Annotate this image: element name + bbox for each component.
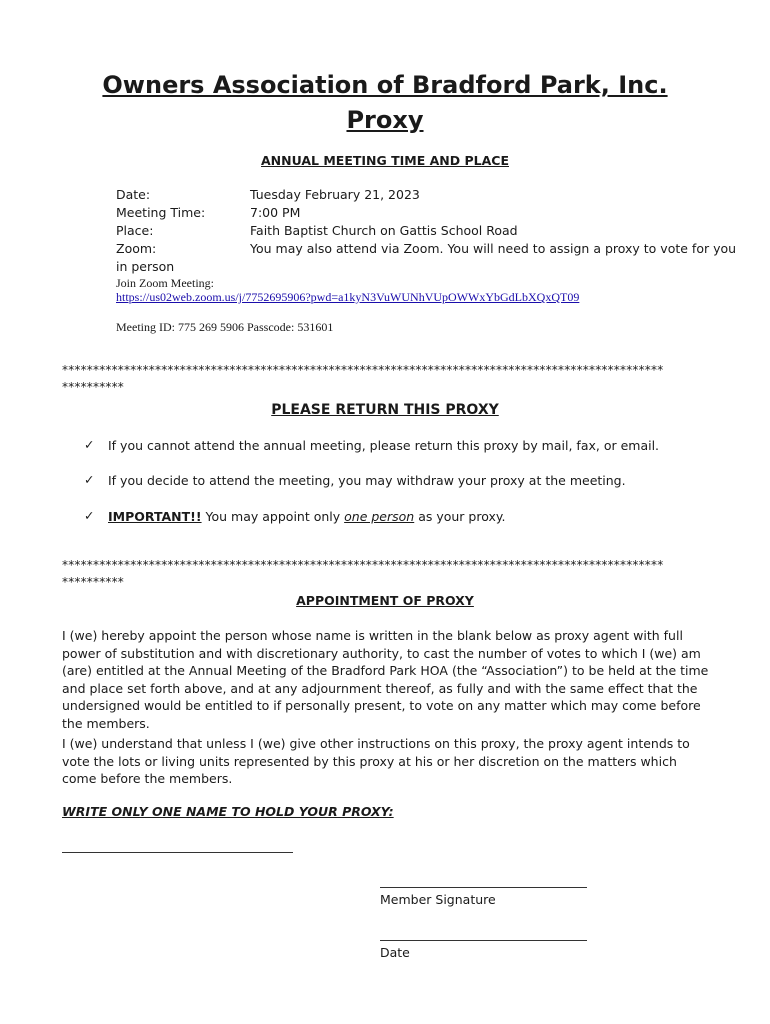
- meeting-heading: ANNUAL MEETING TIME AND PLACE: [260, 153, 509, 168]
- return-heading: PLEASE RETURN THIS PROXY: [271, 402, 499, 418]
- date-field[interactable]: [380, 940, 587, 941]
- date-signature-label: Date: [380, 945, 410, 960]
- place-value: Faith Baptist Church on Gattis School Road: [250, 223, 518, 238]
- separator-stars: [62, 557, 712, 591]
- date-value: Tuesday February 21, 2023: [250, 187, 420, 202]
- appointment-paragraph: I (we) hereby appoint the person whose name is written in the blank below as proxy agent with full power of substitution and with discretionary authority, to cast the number of votes to which I (we) am (are) entitled at the Annual Meeting of the Bradford Park HOA (the “Association”) to be held at the time and place set forth above, and at any adjournment thereof, as fully and with the same effect that the undersigned would be entitled to if personally present, to vote on any matter which may come before the members.: [62, 628, 709, 731]
- time-value: 7:00 PM: [250, 205, 301, 220]
- instructions-paragraph: I (we) understand that unless I (we) give other instructions on this proxy, the proxy agent intends to vote the lots or living units represented by this proxy at his or her discretion on the matters which come before the members.: [62, 736, 690, 787]
- meeting-id: Meeting ID: 775 269 5906 Passcode: 531601: [116, 320, 334, 334]
- separator-stars: [62, 362, 712, 396]
- check-icon: ✓: [84, 508, 95, 523]
- signature-field[interactable]: [380, 887, 587, 888]
- write-instruction: WRITE ONLY ONE NAME TO HOLD YOUR PROXY:: [62, 804, 394, 819]
- important-label: IMPORTANT!!: [108, 509, 202, 524]
- important-text-pre: You may appoint only: [201, 509, 345, 524]
- zoom-label: Zoom:: [116, 241, 157, 256]
- separator-stars-cont: **********: [62, 575, 124, 589]
- important-emphasis: one person: [344, 509, 415, 524]
- separator-stars-cont: **********: [62, 380, 124, 394]
- join-zoom-label: Join Zoom Meeting:: [116, 276, 214, 290]
- signature-label: Member Signature: [380, 892, 496, 907]
- bullet-important: [108, 509, 505, 524]
- separator-stars-line: *************************************************************************************************: [62, 363, 664, 377]
- document-subtitle: Proxy: [346, 106, 424, 134]
- zoom-value: You may also attend via Zoom. You will need to assign a proxy to vote for you: [250, 241, 737, 256]
- time-label: Meeting Time:: [116, 205, 206, 220]
- date-label: Date:: [116, 187, 151, 202]
- document-title: Owners Association of Bradford Park, Inc.: [102, 71, 668, 99]
- separator-stars-line: *************************************************************************************************: [62, 558, 664, 572]
- zoom-link[interactable]: https://us02web.zoom.us/j/7752695906?pwd=a1kyN3VuWUNhVUpOWWxYbGdLbXQxQT09: [116, 290, 580, 304]
- check-icon: ✓: [84, 472, 95, 487]
- bullet-cannot-attend: If you cannot attend the annual meeting, please return this proxy by mail, fax, or email.: [108, 438, 660, 453]
- important-text-post: as your proxy.: [414, 509, 506, 524]
- bullet-withdraw: If you decide to attend the meeting, you may withdraw your proxy at the meeting.: [108, 473, 626, 488]
- zoom-value-continued: in person: [116, 259, 175, 274]
- appointment-heading: APPOINTMENT OF PROXY: [296, 593, 474, 608]
- check-icon: ✓: [84, 437, 95, 452]
- proxy-name-field[interactable]: [62, 852, 293, 853]
- place-label: Place:: [116, 223, 154, 238]
